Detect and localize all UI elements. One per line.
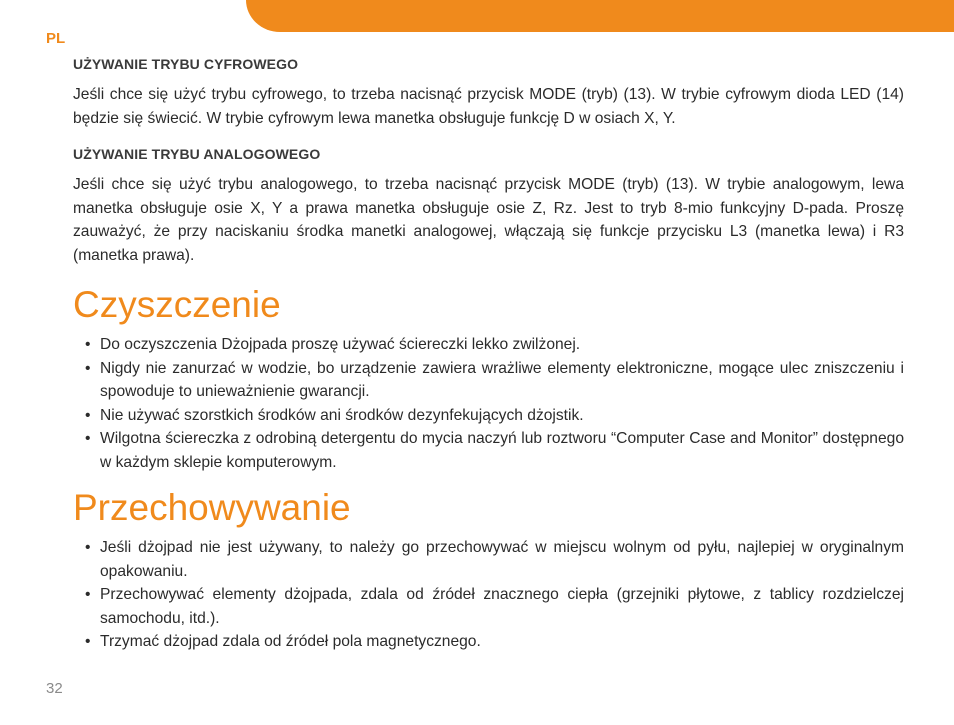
bullet-icon: • [85, 336, 91, 353]
page-content [73, 56, 904, 654]
list-item [73, 536, 904, 583]
list-item-text: Nigdy nie zanurzać w wodzie, bo urządzenie zawiera wrażliwe elementy elektroniczne, mogące ulec zniszczeniu i spowoduje to unieważnienie gwarancji. [100, 359, 904, 400]
list-item-text: Przechowywać elementy dżojpada, zdala od źródeł znacznego ciepła (grzejniki płytowe, z tablicy rozdzielczej samochodu, itd.). [100, 586, 904, 627]
list-item-text: Trzymać dżojpad zdala od źródeł pola magnetycznego. [100, 633, 481, 650]
digital-mode-text: Jeśli chce się użyć trybu cyfrowego, to trzeba nacisnąć przycisk MODE (tryb) (13). W trybie cyfrowym dioda LED (14) będzie się świecić. W trybie cyfrowym lewa manetka obsługuje funkcję D w osiach X, Y. [73, 86, 904, 127]
cleaning-title: Czyszczenie [73, 284, 281, 325]
bullet-icon: • [85, 359, 91, 377]
bullet-icon: • [85, 406, 91, 424]
header-accent-band [246, 0, 954, 32]
analog-mode-text: Jeśli chce się użyć trybu analogowego, to trzeba nacisnąć przycisk MODE (tryb) (13). W trybie analogowym, lewa manetka obsługuje osie X, Y a prawa manetka obsługuje osie Z, Rz. Jest to tryb 8-mio funkcyjny D-pada. Proszę zauważyć, że przy naciskaniu środka manetki analogowej, włączają się funkcje przycisku L3 (manetka lewa) i R3 (manetka prawa). [73, 176, 904, 264]
storage-title: Przechowywanie [73, 487, 351, 528]
list-item [73, 357, 904, 404]
list-item-text: Wilgotna ściereczka z odrobiną detergentu do mycia naczyń lub roztworu “Computer Case and Monitor” dostępnego w każdym sklepie komputerowym. [100, 430, 904, 471]
list-item-text: Do oczyszczenia Dżojpada proszę używać ściereczki lekko zwilżonej. [100, 336, 581, 353]
bullet-icon: • [85, 586, 91, 603]
list-item-text: Jeśli dżojpad nie jest używany, to należy go przechowywać w miejscu wolnym od pyłu, najlepiej w oryginalnym opakowaniu. [100, 539, 904, 580]
bullet-icon: • [85, 430, 91, 447]
page-number: 32 [46, 680, 63, 697]
analog-mode-heading: UŻYWANIE TRYBU ANALOGOWEGO [73, 146, 321, 162]
list-item [73, 333, 904, 357]
list-item [73, 404, 904, 428]
bullet-icon: • [85, 633, 91, 650]
language-tag: PL [46, 30, 66, 47]
list-item [73, 630, 904, 654]
cleaning-list [73, 333, 904, 474]
digital-mode-heading: UŻYWANIE TRYBU CYFROWEGO [73, 56, 299, 72]
list-item [73, 427, 904, 474]
bullet-icon: • [85, 539, 91, 556]
list-item-text: Nie używać szorstkich środków ani środków dezynfekujących dżojstik. [100, 406, 584, 424]
list-item [73, 583, 904, 630]
storage-list [73, 536, 904, 654]
